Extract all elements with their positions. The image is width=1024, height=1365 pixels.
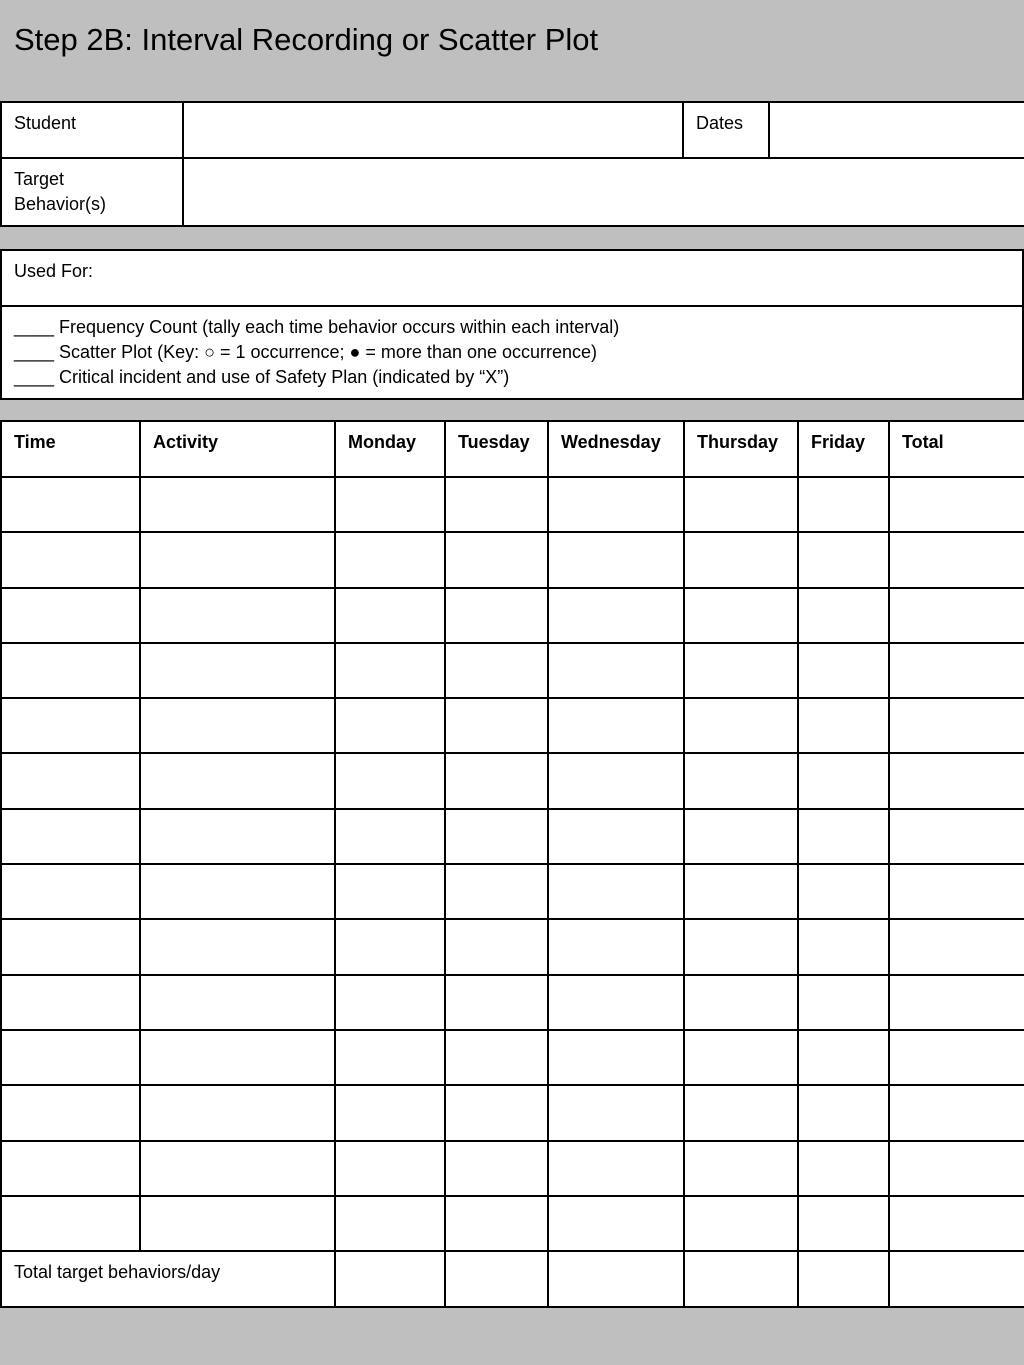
grid-cell[interactable]	[1, 532, 140, 587]
grid-cell[interactable]	[335, 588, 445, 643]
grid-cell[interactable]	[798, 1030, 889, 1085]
grid-cell[interactable]	[548, 643, 684, 698]
grid-cell[interactable]	[684, 753, 798, 808]
student-label: Student	[1, 102, 183, 158]
table-row	[1, 1085, 1024, 1140]
target-label-line2: Behavior(s)	[14, 194, 107, 214]
total-cell[interactable]	[889, 1251, 1024, 1307]
grid-cell[interactable]	[889, 532, 1024, 587]
grid-cell[interactable]	[548, 477, 684, 532]
option-scatter-plot[interactable]: ____ Scatter Plot (Key: ○ = 1 occurrence; ● = more than one occurrence)	[14, 342, 598, 362]
dates-label: Dates	[683, 102, 769, 158]
target-label-line1: Target	[14, 169, 65, 189]
grid-cell[interactable]	[1, 588, 140, 643]
grid-cell[interactable]	[445, 1141, 548, 1196]
header-total: Total	[889, 421, 1024, 477]
grid-cell[interactable]	[1, 643, 140, 698]
dates-field[interactable]	[769, 102, 1024, 158]
grid-cell[interactable]	[1, 698, 140, 753]
grid-cell[interactable]	[548, 532, 684, 587]
grid-cell[interactable]	[889, 809, 1024, 864]
grid-header-row	[1, 421, 1024, 477]
grid-cell[interactable]	[445, 477, 548, 532]
grid-cell[interactable]	[445, 919, 548, 974]
grid-cell[interactable]	[798, 919, 889, 974]
grid-cell[interactable]	[445, 532, 548, 587]
grid-cell[interactable]	[1, 1141, 140, 1196]
total-cell[interactable]	[445, 1251, 548, 1307]
grid-cell[interactable]	[548, 809, 684, 864]
page-title: Step 2B: Interval Recording or Scatter Plot	[14, 22, 599, 57]
header-monday: Monday	[335, 421, 445, 477]
grid-cell[interactable]	[140, 532, 335, 587]
grid-cell[interactable]	[684, 975, 798, 1030]
grid-cell[interactable]	[889, 1030, 1024, 1085]
grid-cell[interactable]	[445, 753, 548, 808]
grid-cell[interactable]	[798, 753, 889, 808]
grid-cell[interactable]	[889, 1196, 1024, 1251]
target-behavior-field[interactable]	[183, 158, 1024, 226]
grid-cell[interactable]	[684, 1141, 798, 1196]
grid-cell[interactable]	[445, 643, 548, 698]
used-for-table	[0, 249, 1024, 400]
grid-cell[interactable]	[548, 588, 684, 643]
grid-cell[interactable]	[1, 477, 140, 532]
grid-cell[interactable]	[798, 588, 889, 643]
grid-cell[interactable]	[1, 753, 140, 808]
grid-cell[interactable]	[140, 1030, 335, 1085]
grid-cell[interactable]	[889, 1085, 1024, 1140]
grid-cell[interactable]	[684, 1085, 798, 1140]
table-row	[1, 588, 1024, 643]
grid-cell[interactable]	[548, 1196, 684, 1251]
total-cell[interactable]	[548, 1251, 684, 1307]
grid-cell[interactable]	[1, 919, 140, 974]
used-for-label: Used For:	[1, 250, 1023, 306]
grid-cell[interactable]	[335, 1141, 445, 1196]
header-friday: Friday	[798, 421, 889, 477]
grid-cell[interactable]	[1, 1030, 140, 1085]
table-row	[1, 919, 1024, 974]
grid-cell[interactable]	[798, 698, 889, 753]
grid-cell[interactable]	[889, 643, 1024, 698]
total-row	[1, 1251, 1024, 1307]
grid-cell[interactable]	[798, 975, 889, 1030]
table-row	[1, 532, 1024, 587]
grid-cell[interactable]	[548, 864, 684, 919]
grid-cell[interactable]	[684, 919, 798, 974]
grid-cell[interactable]	[684, 1196, 798, 1251]
grid-cell[interactable]	[445, 698, 548, 753]
target-behavior-label	[1, 158, 183, 226]
grid-cell[interactable]	[335, 753, 445, 808]
grid-cell[interactable]	[445, 1196, 548, 1251]
grid-cell[interactable]	[889, 1141, 1024, 1196]
grid-cell[interactable]	[798, 1085, 889, 1140]
table-row	[1, 1196, 1024, 1251]
total-cell[interactable]	[684, 1251, 798, 1307]
grid-cell[interactable]	[684, 588, 798, 643]
grid-cell[interactable]	[684, 864, 798, 919]
grid-cell[interactable]	[548, 975, 684, 1030]
student-field[interactable]	[183, 102, 683, 158]
grid-cell[interactable]	[548, 919, 684, 974]
grid-cell[interactable]	[140, 477, 335, 532]
table-row	[1, 698, 1024, 753]
grid-cell[interactable]	[445, 1030, 548, 1085]
grid-cell[interactable]	[798, 864, 889, 919]
table-row	[1, 753, 1024, 808]
grid-cell[interactable]	[445, 809, 548, 864]
grid-cell[interactable]	[798, 477, 889, 532]
grid-cell[interactable]	[445, 864, 548, 919]
option-frequency-count[interactable]: ____ Frequency Count (tally each time behavior occurs within each interval)	[14, 317, 620, 337]
grid-cell[interactable]	[140, 1196, 335, 1251]
table-row	[1, 975, 1024, 1030]
grid-cell[interactable]	[335, 1196, 445, 1251]
grid-cell[interactable]	[889, 753, 1024, 808]
grid-cell[interactable]	[684, 809, 798, 864]
grid-cell[interactable]	[889, 864, 1024, 919]
table-row	[1, 809, 1024, 864]
grid-body	[1, 477, 1024, 1251]
interval-recording-grid	[0, 420, 1024, 1308]
grid-cell[interactable]	[798, 809, 889, 864]
grid-cell[interactable]	[335, 532, 445, 587]
grid-cell[interactable]	[1, 864, 140, 919]
grid-cell[interactable]	[335, 1085, 445, 1140]
grid-cell[interactable]	[140, 975, 335, 1030]
table-row	[1, 864, 1024, 919]
table-row	[1, 477, 1024, 532]
grid-cell[interactable]	[798, 1196, 889, 1251]
grid-cell[interactable]	[140, 643, 335, 698]
grid-cell[interactable]	[140, 588, 335, 643]
grid-cell[interactable]	[335, 1030, 445, 1085]
grid-cell[interactable]	[684, 643, 798, 698]
grid-cell[interactable]	[684, 1030, 798, 1085]
total-row-label: Total target behaviors/day	[1, 1251, 335, 1307]
grid-cell[interactable]	[889, 919, 1024, 974]
grid-cell[interactable]	[889, 477, 1024, 532]
total-cell[interactable]	[798, 1251, 889, 1307]
header-activity: Activity	[140, 421, 335, 477]
grid-cell[interactable]	[140, 809, 335, 864]
grid-cell[interactable]	[140, 698, 335, 753]
grid-cell[interactable]	[548, 1141, 684, 1196]
header-tuesday: Tuesday	[445, 421, 548, 477]
grid-cell[interactable]	[445, 975, 548, 1030]
grid-cell[interactable]	[335, 477, 445, 532]
grid-cell[interactable]	[684, 532, 798, 587]
grid-cell[interactable]	[140, 919, 335, 974]
table-row	[1, 1030, 1024, 1085]
grid-cell[interactable]	[140, 753, 335, 808]
header-time: Time	[1, 421, 140, 477]
grid-cell[interactable]	[445, 1085, 548, 1140]
grid-cell[interactable]	[889, 975, 1024, 1030]
grid-cell[interactable]	[1, 975, 140, 1030]
header-wednesday: Wednesday	[548, 421, 684, 477]
grid-cell[interactable]	[684, 698, 798, 753]
header-thursday: Thursday	[684, 421, 798, 477]
total-cell[interactable]	[335, 1251, 445, 1307]
grid-cell[interactable]	[1, 809, 140, 864]
grid-cell[interactable]	[548, 698, 684, 753]
grid-cell[interactable]	[1, 1085, 140, 1140]
grid-cell[interactable]	[1, 1196, 140, 1251]
grid-cell[interactable]	[335, 864, 445, 919]
grid-cell[interactable]	[889, 588, 1024, 643]
grid-cell[interactable]	[335, 975, 445, 1030]
grid-cell[interactable]	[798, 532, 889, 587]
grid-cell[interactable]	[798, 643, 889, 698]
option-critical-incident[interactable]: ____ Critical incident and use of Safety Plan (indicated by “X”)	[14, 367, 510, 387]
grid-cell[interactable]	[684, 477, 798, 532]
grid-cell[interactable]	[798, 1141, 889, 1196]
grid-cell[interactable]	[140, 864, 335, 919]
table-row	[1, 643, 1024, 698]
grid-cell[interactable]	[548, 1030, 684, 1085]
student-info-table	[0, 101, 1024, 227]
grid-cell[interactable]	[335, 809, 445, 864]
grid-cell[interactable]	[548, 1085, 684, 1140]
grid-cell[interactable]	[140, 1141, 335, 1196]
grid-cell[interactable]	[335, 643, 445, 698]
grid-cell[interactable]	[140, 1085, 335, 1140]
grid-cell[interactable]	[335, 698, 445, 753]
grid-cell[interactable]	[445, 588, 548, 643]
grid-cell[interactable]	[889, 698, 1024, 753]
grid-cell[interactable]	[335, 919, 445, 974]
table-row	[1, 1141, 1024, 1196]
used-for-options	[1, 306, 1023, 399]
grid-cell[interactable]	[548, 753, 684, 808]
